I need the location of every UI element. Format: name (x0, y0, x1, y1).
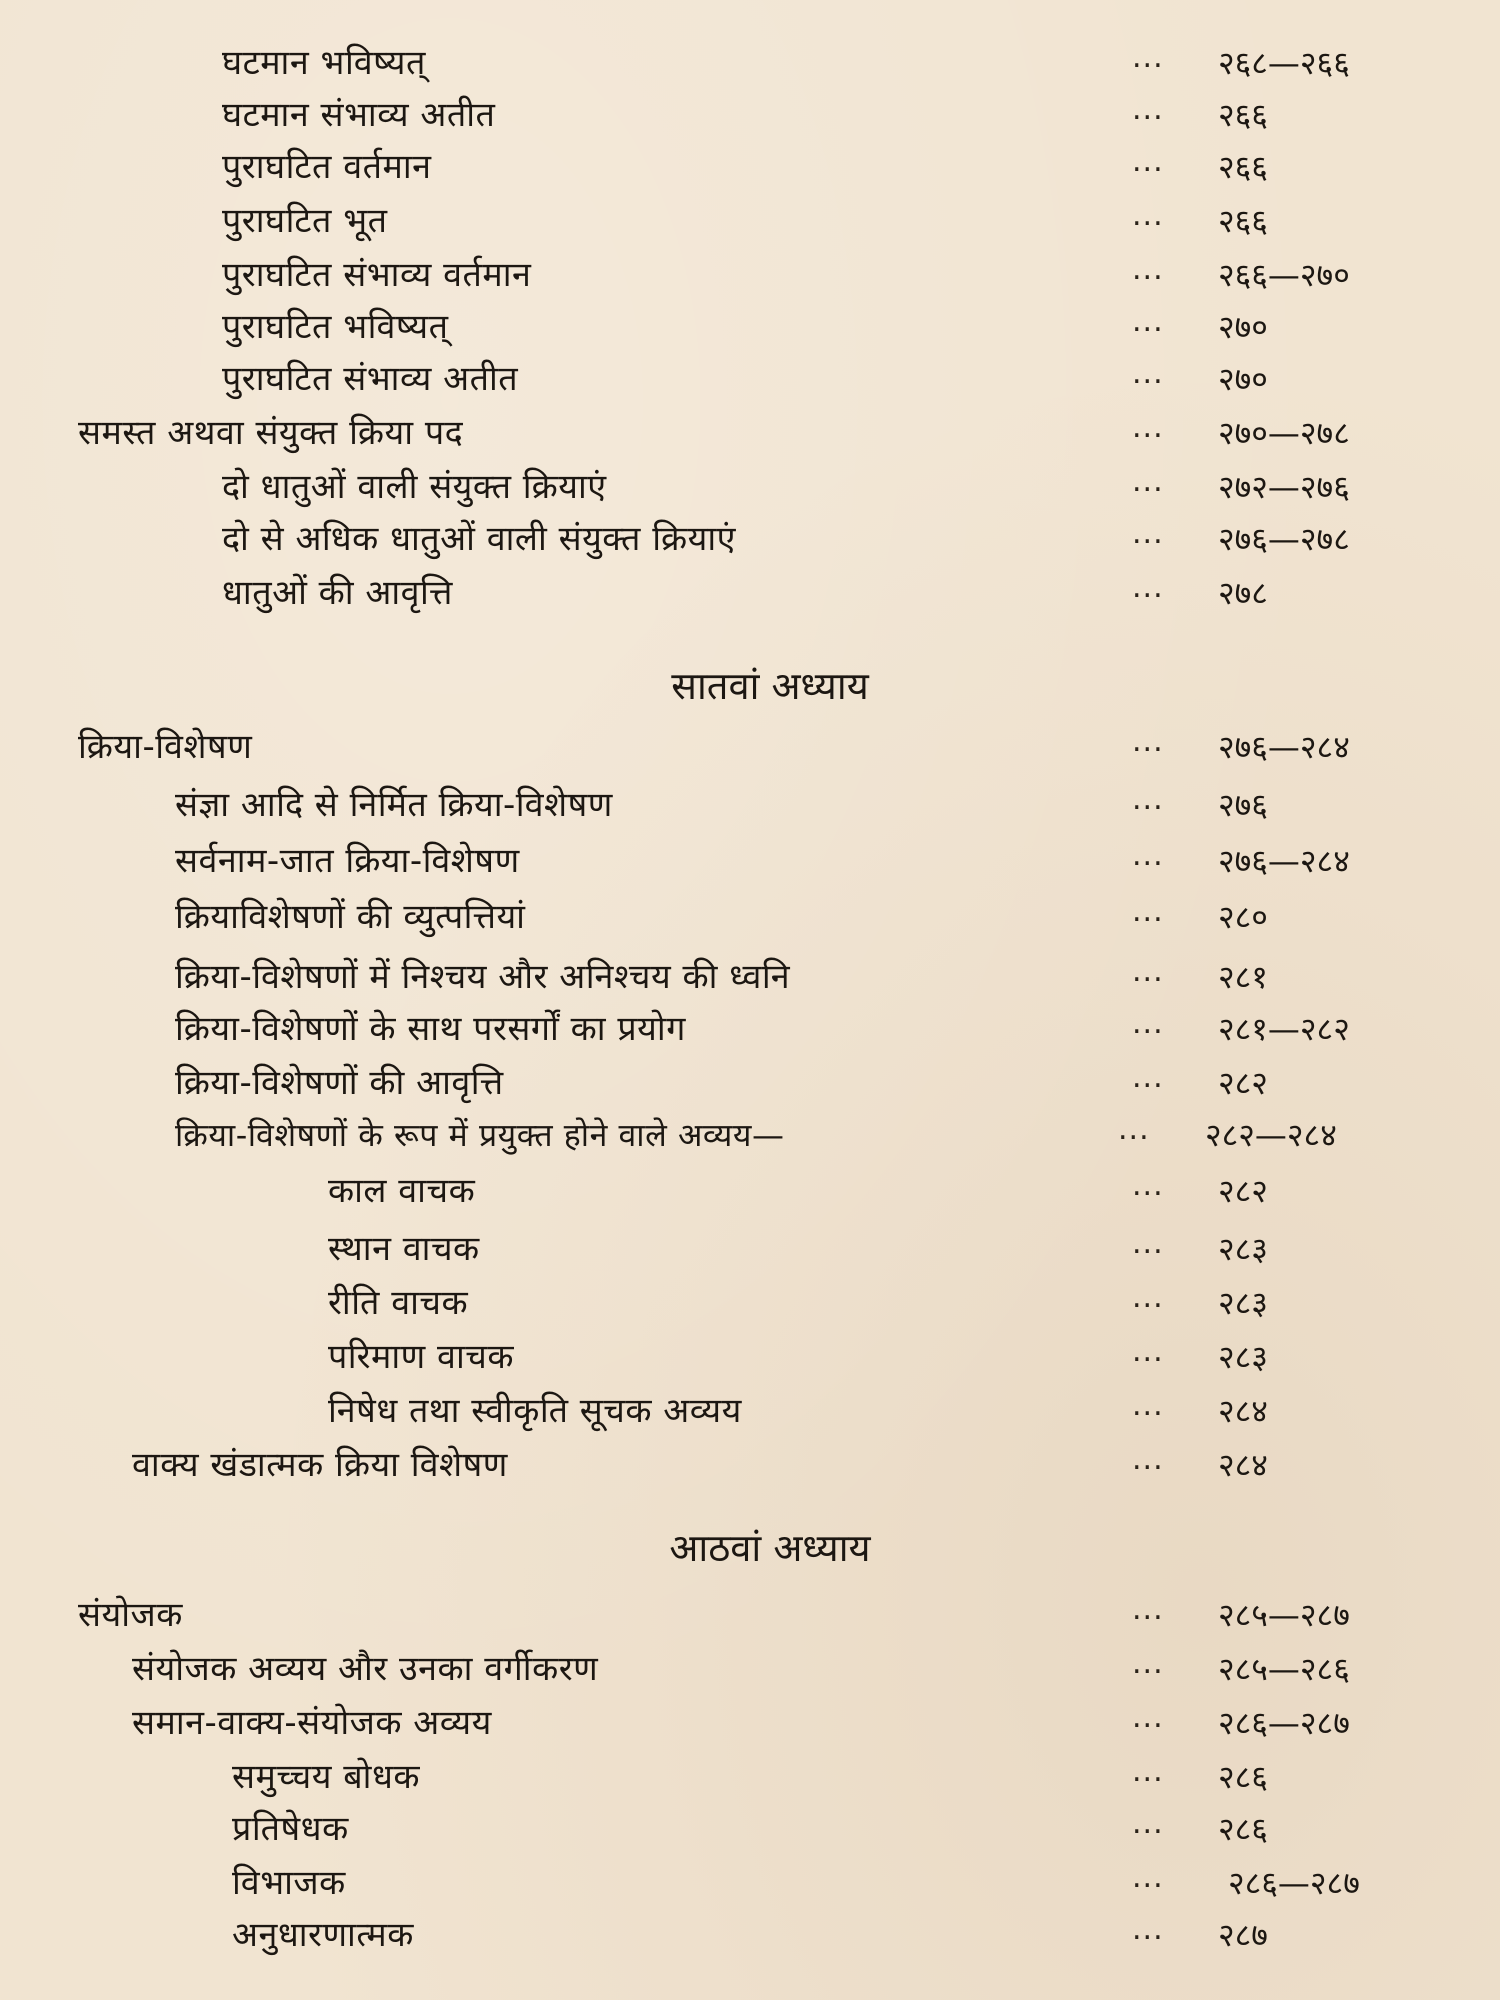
toc-entry-label: समान-वाक्य-संयोजक अव्यय (132, 1703, 492, 1743)
toc-entry-pages: २७० (1218, 360, 1268, 398)
toc-entry-label: क्रिया-विशेषण (78, 727, 253, 767)
toc-entry (0, 90, 1500, 140)
toc-entry-label: संयोजक (78, 1595, 183, 1635)
toc-entry-pages: २७८ (1218, 574, 1268, 612)
toc-entry-label: घटमान भविष्यत् (222, 43, 426, 83)
toc-entry-label: क्रिया-विशेषणों के साथ परसर्गों का प्रयोग (175, 1009, 686, 1049)
toc-entry-label: सर्वनाम-जात क्रिया-विशेषण (175, 841, 520, 881)
toc-entry (0, 1858, 1500, 1908)
toc-leader-dots: ... (1132, 1646, 1164, 1681)
toc-entry (0, 892, 1500, 942)
toc-leader-dots: ... (1132, 40, 1164, 75)
toc-entry-label: धातुओं की आवृत्ति (222, 573, 453, 613)
toc-entry (0, 1058, 1500, 1108)
toc-entry (0, 196, 1500, 246)
toc-entry-pages: २८६ (1218, 1758, 1268, 1796)
toc-leader-dots: ... (1132, 1700, 1164, 1735)
toc-entry-pages: २८२—२८४ (1205, 1116, 1337, 1154)
toc-entry-pages: २८० (1218, 898, 1268, 936)
toc-entry (0, 1752, 1500, 1802)
toc-leader-dots: ... (1132, 92, 1164, 127)
toc-entry-pages: २७६ (1218, 786, 1268, 824)
toc-leader-dots: ... (1132, 782, 1164, 817)
toc-entry-label: क्रिया-विशेषणों में निश्चय और अनिश्चय की ध्वनि (175, 957, 791, 997)
toc-entry (0, 354, 1500, 404)
toc-entry-label: परिमाण वाचक (328, 1337, 514, 1377)
toc-entry (0, 836, 1500, 886)
toc-leader-dots: ... (1132, 1168, 1164, 1203)
toc-entry (0, 1644, 1500, 1694)
toc-leader-dots: ... (1132, 304, 1164, 339)
toc-leader-dots: ... (1132, 1226, 1164, 1261)
toc-entry (0, 302, 1500, 352)
toc-entry (0, 1910, 1500, 1960)
toc-entry-label: निषेध तथा स्वीकृति सूचक अव्यय (328, 1391, 742, 1431)
toc-entry-label: पुराघटित भविष्यत् (222, 307, 449, 347)
toc-entry-label: विभाजक (232, 1863, 346, 1903)
toc-entry-pages: २८७ (1218, 1916, 1268, 1954)
toc-entry-pages: २८५—२८७ (1218, 1596, 1350, 1634)
toc-entry-label: पुराघटित भूत (222, 201, 388, 241)
toc-entry-pages: २६८—२६६ (1218, 44, 1350, 82)
toc-entry-label: पुराघटित वर्तमान (222, 147, 432, 187)
toc-leader-dots: ... (1132, 464, 1164, 499)
toc-leader-dots: ... (1132, 1334, 1164, 1369)
toc-entry-label: पुराघटित संभाव्य अतीत (222, 359, 519, 399)
toc-entry (0, 1166, 1500, 1216)
toc-entry (0, 408, 1500, 458)
toc-entry (0, 1804, 1500, 1854)
toc-leader-dots: ... (1132, 1754, 1164, 1789)
toc-entry-pages: २६६ (1218, 148, 1268, 186)
toc-entry (0, 1590, 1500, 1640)
toc-leader-dots: ... (1132, 516, 1164, 551)
toc-entry-label: स्थान वाचक (328, 1229, 480, 1269)
toc-entry-label: क्रिया-विशेषणों के रूप में प्रयुक्त होने वाले अव्यय— (175, 1116, 785, 1154)
toc-leader-dots: ... (1132, 1592, 1164, 1627)
toc-entry-pages: २७२—२७६ (1218, 468, 1350, 506)
toc-leader-dots: ... (1118, 1112, 1150, 1147)
toc-entry-label: रीति वाचक (328, 1283, 469, 1323)
toc-entry-pages: २८५—२८६ (1218, 1650, 1350, 1688)
toc-entry (0, 38, 1500, 88)
toc-entry-label: अनुधारणात्मक (232, 1915, 414, 1955)
toc-leader-dots: ... (1132, 1442, 1164, 1477)
toc-entry-pages: २८२ (1218, 1064, 1268, 1102)
toc-entry (0, 568, 1500, 618)
toc-leader-dots: ... (1132, 1806, 1164, 1841)
toc-entry (0, 142, 1500, 192)
toc-leader-dots: ... (1132, 1060, 1164, 1095)
toc-entry (0, 1110, 1500, 1160)
toc-entry (0, 462, 1500, 512)
toc-leader-dots: ... (1132, 410, 1164, 445)
toc-leader-dots: ... (1132, 954, 1164, 989)
toc-entry (0, 250, 1500, 300)
toc-entry-label: क्रियाविशेषणों की व्युत्पत्तियां (175, 897, 526, 937)
toc-entry (0, 952, 1500, 1002)
chapter-heading: सातवां अध्याय (671, 664, 869, 708)
toc-entry-pages: २७०—२७८ (1218, 414, 1350, 452)
toc-entry-pages: २६६ (1218, 202, 1268, 240)
chapter-heading: आठवां अध्याय (669, 1526, 871, 1570)
toc-leader-dots: ... (1132, 894, 1164, 929)
toc-entry (0, 1224, 1500, 1274)
toc-leader-dots: ... (1132, 356, 1164, 391)
toc-leader-dots: ... (1132, 144, 1164, 179)
toc-entry-label: दो धातुओं वाली संयुक्त क्रियाएं (222, 467, 607, 507)
toc-entry (0, 1004, 1500, 1054)
toc-entry-pages: २८६—२८७ (1228, 1864, 1360, 1902)
toc-entry-pages: २८३ (1218, 1284, 1268, 1322)
toc-leader-dots: ... (1132, 1860, 1164, 1895)
toc-leader-dots: ... (1132, 1006, 1164, 1041)
toc-entry (0, 1698, 1500, 1748)
toc-entry-pages: २६६—२७० (1218, 256, 1350, 294)
toc-leader-dots: ... (1132, 198, 1164, 233)
toc-leader-dots: ... (1132, 570, 1164, 605)
toc-leader-dots: ... (1132, 838, 1164, 873)
toc-entry-label: वाक्य खंडात्मक क्रिया विशेषण (132, 1445, 508, 1485)
toc-entry-pages: २६६ (1218, 96, 1268, 134)
toc-entry-label: क्रिया-विशेषणों की आवृत्ति (175, 1063, 504, 1103)
toc-entry-pages: २७० (1218, 308, 1268, 346)
toc-leader-dots: ... (1132, 252, 1164, 287)
toc-entry-label: प्रतिषेधक (232, 1809, 349, 1849)
toc-entry-pages: २७६—२८४ (1218, 842, 1350, 880)
toc-leader-dots: ... (1132, 1912, 1164, 1947)
toc-entry-pages: २८६—२८७ (1218, 1704, 1350, 1742)
toc-entry-label: संयोजक अव्यय और उनका वर्गीकरण (132, 1649, 599, 1689)
toc-leader-dots: ... (1132, 1388, 1164, 1423)
toc-entry-label: पुराघटित संभाव्य वर्तमान (222, 255, 532, 295)
toc-entry-label: समस्त अथवा संयुक्त क्रिया पद (78, 413, 464, 453)
toc-entry-pages: २८३ (1218, 1230, 1268, 1268)
toc-entry-pages: २८४ (1218, 1446, 1268, 1484)
toc-entry-label: संज्ञा आदि से निर्मित क्रिया-विशेषण (175, 785, 613, 825)
toc-leader-dots: ... (1132, 1280, 1164, 1315)
toc-entry (0, 1386, 1500, 1436)
toc-entry-pages: २८१—२८२ (1218, 1010, 1350, 1048)
toc-entry-pages: २८६ (1218, 1810, 1268, 1848)
toc-entry (0, 780, 1500, 830)
toc-entry-label: दो से अधिक धातुओं वाली संयुक्त क्रियाएं (222, 519, 736, 559)
toc-entry (0, 1440, 1500, 1490)
toc-entry-pages: २७६—२७८ (1218, 520, 1350, 558)
toc-entry-pages: २८४ (1218, 1392, 1268, 1430)
toc-entry-label: काल वाचक (328, 1171, 476, 1211)
toc-entry (0, 1278, 1500, 1328)
toc-entry-pages: २८१ (1218, 958, 1268, 996)
toc-entry (0, 514, 1500, 564)
toc-leader-dots: ... (1132, 724, 1164, 759)
toc-entry-pages: २८३ (1218, 1338, 1268, 1376)
toc-entry-label: घटमान संभाव्य अतीत (222, 95, 496, 135)
toc-entry-label: समुच्चय बोधक (232, 1757, 420, 1797)
toc-entry-pages: २७६—२८४ (1218, 728, 1350, 766)
toc-entry-pages: २८२ (1218, 1172, 1268, 1210)
toc-entry (0, 722, 1500, 772)
toc-entry (0, 1332, 1500, 1382)
